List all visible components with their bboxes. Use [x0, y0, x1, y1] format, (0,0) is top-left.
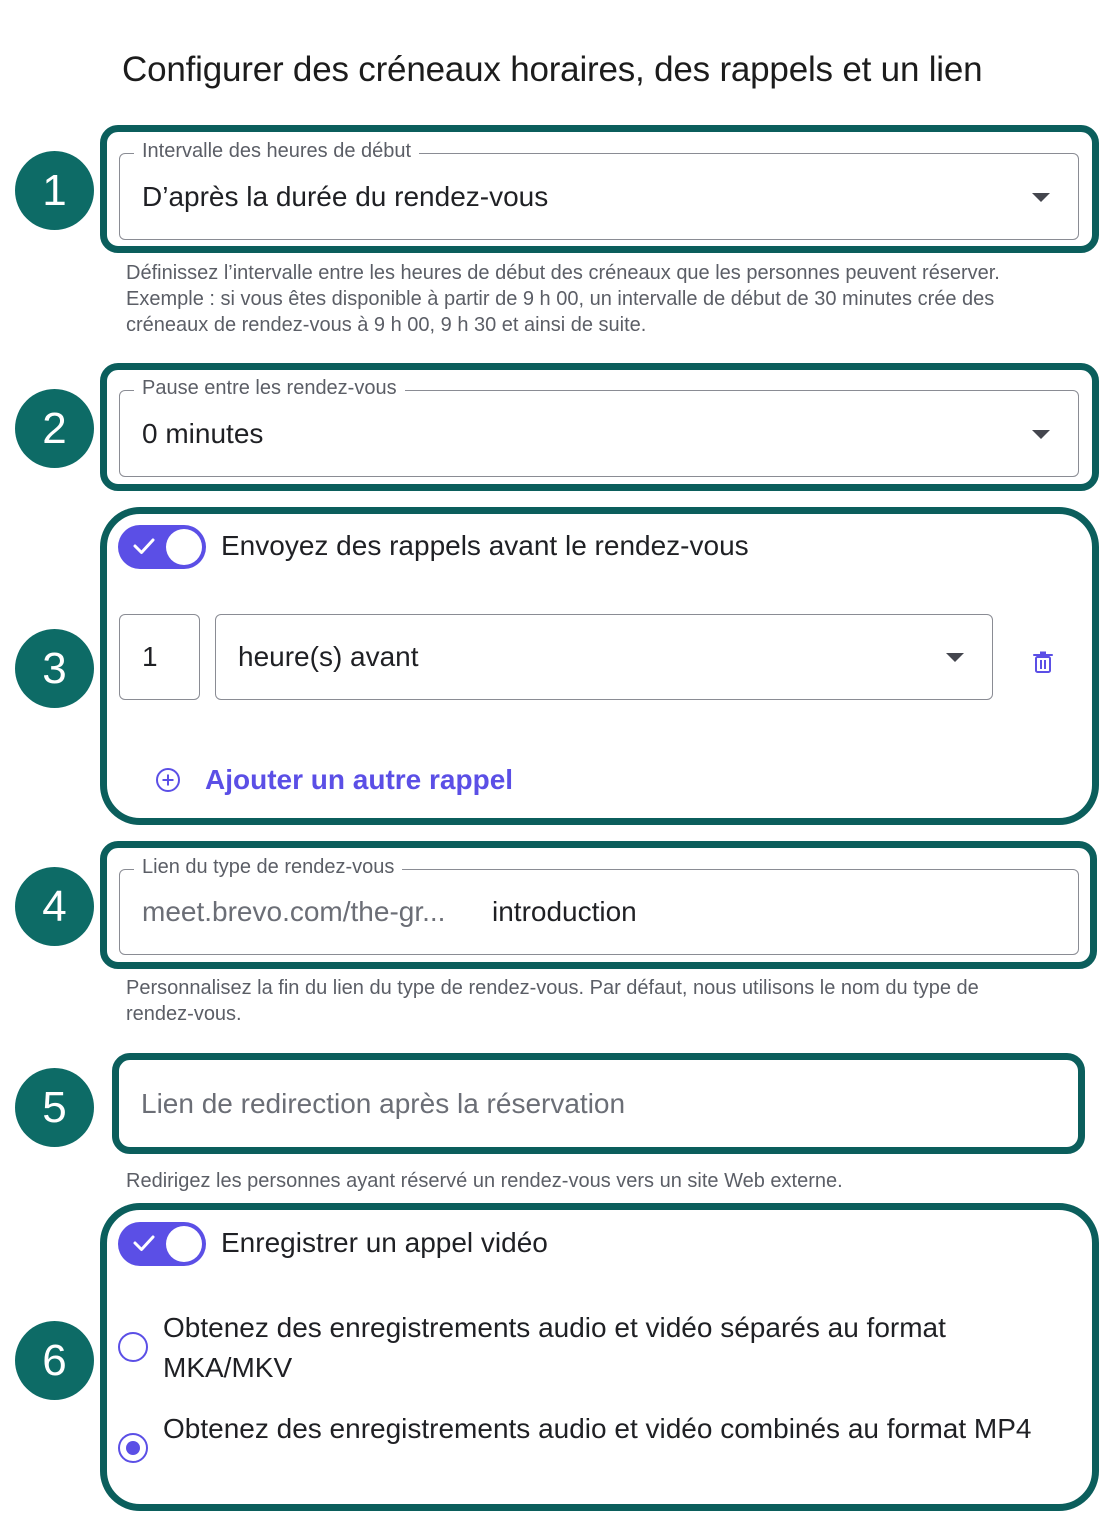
reminders-toggle-label: Envoyez des rappels avant le rendez-vous	[221, 530, 749, 561]
reminders-toggle[interactable]	[118, 525, 206, 569]
add-reminder-button[interactable]	[155, 764, 513, 796]
step-badge-1: 1	[15, 151, 94, 230]
chevron-down-icon	[1032, 430, 1050, 439]
redirect-input[interactable]	[119, 1060, 1077, 1147]
check-icon	[131, 533, 157, 559]
check-icon	[131, 1230, 157, 1256]
start-interval-label: Intervalle des heures de début	[134, 140, 419, 163]
reminder-amount-input[interactable]	[119, 614, 200, 700]
start-interval-value: D’après la durée du rendez-vous	[142, 180, 549, 212]
start-interval-select[interactable]	[119, 140, 1079, 240]
page-title: Configurer des créneaux horaires, des rappels et un lien	[122, 50, 983, 89]
chevron-down-icon	[1032, 193, 1050, 202]
toggle-knob	[166, 529, 202, 565]
recording-option-label: Obtenez des enregistrements audio et vidéo séparés au format MKA/MKV	[163, 1312, 946, 1383]
step-badge-6: 6	[15, 1321, 94, 1400]
trash-icon[interactable]	[1031, 650, 1055, 674]
add-circle-icon	[155, 767, 181, 793]
start-interval-helper: Définissez l’intervalle entre les heures de début des créneaux que les personnes peuvent réserver. Exemple : si vous êtes disponible à partir de 9 h 00, un intervalle de début de 30 minutes crée des créneaux de rendez-vous à 9 h 00, 9 h 30 et ainsi de suite.	[126, 262, 1000, 336]
add-reminder-label: Ajouter un autre rappel	[205, 764, 514, 795]
toggle-knob	[166, 1226, 202, 1262]
radio-unselected[interactable]	[118, 1332, 148, 1362]
redirect-helper: Redirigez les personnes ayant réservé un rendez-vous vers un site Web externe.	[126, 1170, 843, 1192]
reminder-unit-value: heure(s) avant	[238, 641, 419, 672]
link-label: Lien du type de rendez-vous	[134, 856, 402, 879]
chevron-down-icon	[946, 653, 964, 662]
link-helper: Personnalisez la fin du lien du type de rendez-vous. Par défaut, nous utilisons le nom du type de rendez-vous.	[126, 977, 979, 1025]
link-prefix: meet.brevo.com/the-gr...	[142, 896, 446, 927]
recording-toggle-label: Enregistrer un appel vidéo	[221, 1227, 548, 1258]
redirect-placeholder: Lien de redirection après la réservation	[141, 1087, 626, 1119]
step-badge-5: 5	[15, 1068, 94, 1147]
step-badge-3: 3	[15, 629, 94, 708]
break-label: Pause entre les rendez-vous	[134, 377, 405, 400]
reminder-unit-select[interactable]	[215, 614, 993, 700]
break-value: 0 minutes	[142, 417, 264, 449]
radio-selected[interactable]	[118, 1433, 148, 1463]
link-slug: introduction	[492, 896, 637, 927]
break-select[interactable]	[119, 377, 1079, 477]
recording-toggle[interactable]	[118, 1222, 206, 1266]
step-badge-2: 2	[15, 389, 94, 468]
recording-option-label: Obtenez des enregistrements audio et vidéo combinés au format MP4	[163, 1413, 1032, 1444]
reminder-amount-value: 1	[142, 641, 158, 672]
link-input[interactable]	[119, 856, 1079, 955]
step-badge-4: 4	[15, 867, 94, 946]
